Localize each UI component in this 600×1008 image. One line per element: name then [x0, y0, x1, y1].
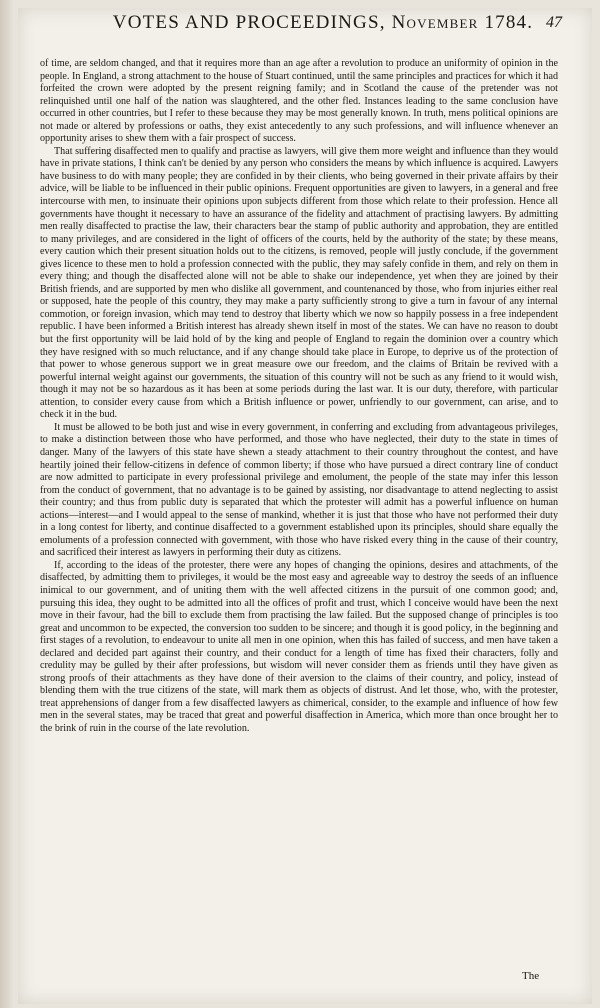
page-number: 47 — [546, 14, 562, 31]
page-edge-shadow — [0, 0, 14, 1008]
page-header — [44, 12, 584, 46]
body-text — [40, 58, 558, 736]
catchword: The — [522, 970, 540, 982]
paragraph: of time, are seldom changed, and that it requires more than an age after a revolution to produce an uniformity of opinion in the people. In England, a strong attachment to the house of Stuart continued, until the same principles and practices for which it had forfeited the crown were adopted by the present reigning family; and in Scotland the cause of the pretender was not relinquished until one half of the nation was slaughtered, and the other fled. Instances leading to the same conclusion have occurred in other countries, but I refer to these because they may be most generally known. In truth, mens political opinions are not made or altered by professions or oaths, they exist antecedently to any such professions, and will influence whenever an opportunity arises to shew them with a fair prospect of success. — [40, 58, 558, 145]
paragraph: That suffering disaffected men to qualify and practise as lawyers, will give them more weight and influence than they would have in private stations, I think can't be denied by any person who considers the means by which influence is acquired. Lawyers have business to do with many people; they are confided in by their clients, who being governed in their private affairs by their advice, will be liable to be influenced in their public opinions. Frequent opportunities are given to lawyers, in a general and free intercourse with men, to insinuate their opinions upon subjects different from those which relate to their profession. Hence all governments have thought it necessary to have an assurance of the fidelity and attachment of practising lawyers. By admitting men really disaffected to practise the law, their characters bear the stamp of public authority and approbation, they are entitled to many privileges, and are considered in the light of officers of the courts, held by the authority of the state; by these means, every caution which their present situation holds out to the citizens, is removed, people will justly conclude, if the government gives licence to these men to hold a profession connected with the public, they may safely confide in them, and rely on them in every thing; and though the disaffected alone will not be able to shake our independence, yet when they are joined by their British friends, and are supported by men who dislike all government, and countenanced by those, who from injuries either real or supposed, hate the people of this country, they may make a party sufficiently strong to give a turn in favour of any internal commotion, or foreign invasion, which may tend to destroy that liberty which we now so happily possess in a free independent republic. I have been informed a British interest has already shewn itself in most of the states. We can have no reason to doubt but the first opportunity will be laid hold of by the king and people of England to regain the dominion over a country which they have resigned with so much reluctance, and if any change should take place in Europe, to deprive us of the protection of that power to whose generous support we in great measure owe our freedom, and the claims of Britain be revived with a powerful internal weight against our governments, the situation of this country will not be such as any friend to it would wish, though it may not be so hazardous as it has been at some periods during the last war. It is our duty, therefore, with particular attention, to consider every cause from which a British influence or power, unfriendly to our government, can arise, and to check it in the bud. — [40, 145, 558, 421]
paragraph: It must be allowed to be both just and wise in every government, in conferring and excluding from advantageous privileges, to make a distinction between those who have performed, and those who have neglected, their duty to the state in times of danger. Many of the lawyers of this state have shewn a steady attachment to their country throughout the contest, and have heartily joined their fellow-citizens in defence of common liberty; if those who have pursued a direct contrary line of conduct are now admitted to participate in every professional privilege and emolument, the people of the state may infer this lesson from the conduct of government, that no advantage is to be gained by assisting, nor disadvantage to attend neglecting to assist their country; and thus from public duty is separated that which the protester will admit has a powerful influence on human actions—interest—and I would appeal to the sense of mankind, whether it is just that those who have not performed their duty in a long contest for liberty, and continue disaffected to a government established upon its principles, should share equally the emoluments of a profession connected with government, with those who have risked every thing in the cause of their country, and sacrificed their interest as lawyers in performing their duty as citizens. — [40, 421, 558, 559]
running-head: VOTES AND PROCEEDINGS, November 1784. — [112, 12, 534, 33]
paragraph: If, according to the ideas of the protester, there were any hopes of changing the opinions, desires and attachments, of the disaffected, by admitting them to privileges, it would be the most easy and agreeable way to destroy the seeds of an influence inimical to our government, and of uniting them with the well affected citizens in the pursuit of one common good; and, pursuing this idea, they ought to be admitted into all the offices of profit and trust, which I conceive would have been the next move in their favour, had the bill to exclude them from practising the law failed. But the supposed change of principles is too great and uncommon to be expected, the conversion too sudden to be sincere; and though it is good policy, in the beginning and first stages of a revolution, to endeavour to unite all men in one opinion, when this has failed of success, and men have taken a declared and decided part against their country, and their conduct for a length of time has fixed their characters, folly and credulity may be gulled by their after professions, but wisdom will never consider them as friends until they have given as strong proofs of their attachments as they have done of their aversion to the claims of their country, and policy, instead of blending them with the true citizens of the state, will mark them as objects of distrust. And let those, who, with the protester, treat apprehensions of danger from a few disaffected lawyers as chimerical, consider, to the example and influence of how few men in the several states, may be traced that great and powerful disaffection in America, which more than once brought her to the brink of ruin in the course of the late revolution. — [40, 559, 558, 734]
